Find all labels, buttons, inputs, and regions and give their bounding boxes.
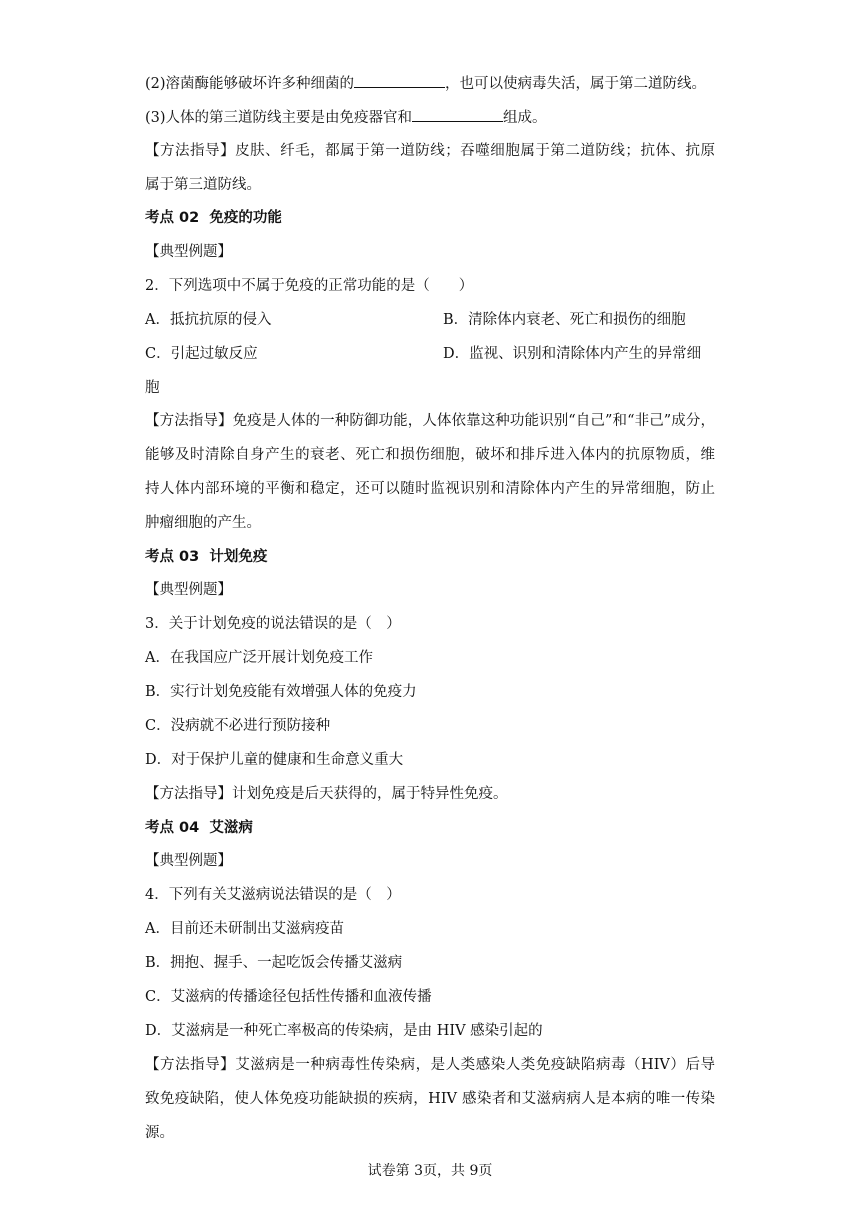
question-3: 3．关于计划免疫的说法错误的是（ ）	[145, 616, 401, 632]
q4-option-d: D．艾滋病是一种死亡率极高的传染病，是由 HIV 感染引起的	[145, 1023, 543, 1039]
q4-option-b: B．拥抱、握手、一起吃饭会传播艾滋病	[145, 955, 403, 971]
answer-blank[interactable]	[412, 107, 503, 122]
q2-option-c: C．引起过敏反应	[145, 346, 258, 362]
q4-option-a: A．目前还未研制出艾滋病疫苗	[145, 921, 344, 937]
q3-option-c: C．没病就不必进行预防接种	[145, 718, 331, 734]
method-guide-4-line-1: 【方法指导】艾滋病是一种病毒性传染病，是人类感染人类免疫缺陷病毒（HIV）后导	[145, 1057, 715, 1073]
q3-option-d: D．对于保护儿童的健康和生命意义重大	[145, 752, 404, 768]
question-4: 4．下列有关艾滋病说法错误的是（ ）	[145, 887, 401, 903]
section-heading-02	[145, 208, 282, 228]
q2-option-a: A．抵抗抗原的侵入	[145, 312, 272, 328]
section-title: 免疫的功能	[209, 210, 282, 226]
section-code: 考点 04	[145, 820, 200, 836]
section-title: 艾滋病	[209, 820, 253, 836]
example-label: 【典型例题】	[145, 582, 232, 598]
q3-option-a: A．在我国应广泛开展计划免疫工作	[145, 650, 373, 666]
q3-option-b: B．实行计划免疫能有效增强人体的免疫力	[145, 684, 417, 700]
q1-sub2-text-before: (2)溶菌酶能够破坏许多种细菌的	[145, 76, 355, 92]
q2-option-d: D．监视、识别和清除体内产生的异常细	[443, 346, 702, 362]
section-code: 考点 02	[145, 210, 200, 226]
method-guide-2-line-1: 【方法指导】免疫是人体的一种防御功能，人体依靠这种功能识别“自己”和“非己”成分，	[145, 413, 715, 429]
answer-blank[interactable]	[354, 73, 445, 88]
section-heading-04	[145, 818, 253, 838]
question-2: 2．下列选项中不属于免疫的正常功能的是（ ）	[145, 278, 474, 294]
method-guide-4-line-2: 致免疫缺陷，使人体免疫功能缺损的疾病，HIV 感染者和艾滋病病人是本病的唯一传染	[145, 1091, 715, 1107]
method-guide-3: 【方法指导】计划免疫是后天获得的，属于特异性免疫。	[145, 786, 508, 802]
method-guide-4-line-3: 源。	[145, 1125, 174, 1141]
q1-sub3-text-before: (3)人体的第三道防线主要是由免疫器官和	[145, 110, 413, 126]
page-number-footer: 试卷第 3页，共 9页	[367, 1163, 493, 1179]
method-guide-1-line-1: 【方法指导】皮肤、纤毛，都属于第一道防线；吞噬细胞属于第二道防线；抗体、抗原	[145, 143, 715, 159]
section-code: 考点 03	[145, 549, 200, 565]
method-guide-2-line-4: 肿瘤细胞的产生。	[145, 515, 261, 531]
section-heading-03	[145, 547, 267, 567]
section-title: 计划免疫	[209, 549, 268, 565]
example-label: 【典型例题】	[145, 853, 232, 869]
method-guide-2-line-2: 能够及时清除自身产生的衰老、死亡和损伤细胞，破坏和排斥进入体内的抗原物质，维	[145, 447, 715, 463]
method-guide-1-line-2: 属于第三道防线。	[145, 177, 261, 193]
q2-option-b: B．清除体内衰老、死亡和损伤的细胞	[443, 312, 686, 328]
q1-subquestion-2	[145, 73, 706, 94]
example-label: 【典型例题】	[145, 244, 232, 260]
q1-subquestion-3	[145, 107, 547, 128]
q1-sub3-text-after: 组成。	[503, 110, 547, 126]
method-guide-2-line-3: 持人体内部环境的平衡和稳定，还可以随时监视识别和清除体内产生的异常细胞，防止	[145, 481, 715, 497]
q1-sub2-text-after: ，也可以使病毒失活，属于第二道防线。	[445, 76, 707, 92]
q4-option-c: C．艾滋病的传播途径包括性传播和血液传播	[145, 989, 432, 1005]
q2-option-d-continued: 胞	[145, 380, 160, 396]
